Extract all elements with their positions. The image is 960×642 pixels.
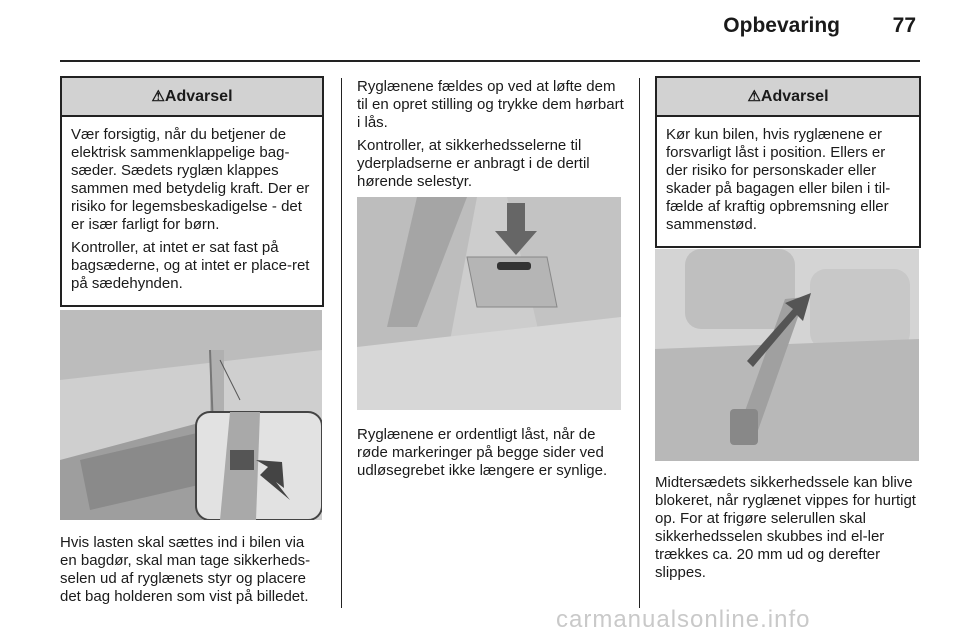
- paragraph-check-belts: Kontroller, at sikkerhedsselerne til yderpladserne er anbragt i de dertil hørende selestyr.: [357, 137, 590, 190]
- caption-3: Midtersædets sikkerhedssele kan blive blokeret, når ryglænet vippes for hurtigt op. For at frigøre selerullen skal sikkerhedsselen skubbes ind el-ler trækkes ca. 20 mm ud og derefter slippes.: [655, 474, 916, 581]
- header-rule: [60, 60, 920, 62]
- warning-box-2: [655, 76, 921, 248]
- warning-header-2: [657, 78, 919, 117]
- caption-2: Ryglænene er ordentligt låst, når de røde markeringer på begge sider ved udløsegrebet ikke længere er synlige.: [357, 426, 608, 479]
- warning-text-2: Kør kun bilen, hvis ryglænene er forsvarligt låst i position. Ellers er der risiko for personskader eller skader på bagagen eller bilen i til-fælde af kraftig opbremsning eller sammenstød.: [666, 126, 891, 233]
- warning-text-1b: Kontroller, at intet er sat fast på bagsæderne, og at intet er place-ret på sædehynden.: [71, 239, 310, 292]
- warning-heading-1: Advarsel: [164, 88, 233, 105]
- figure-seatbelt-guide: [60, 310, 322, 520]
- warning-box-1: [60, 76, 324, 307]
- column-divider-1: [341, 78, 342, 608]
- figure-release-lever: [357, 197, 621, 410]
- warning-triangle-icon: ⚠: [151, 88, 165, 105]
- paragraph-fold-up: Ryglænene fældes op ved at løfte dem til en opret stilling og trykke dem hørbart i lås.: [357, 78, 624, 131]
- column-divider-2: [639, 78, 640, 608]
- figure-center-belt: [655, 249, 919, 461]
- page-number: 77: [892, 14, 916, 37]
- page-title: Opbevaring: [723, 14, 840, 37]
- column-2-text: [357, 78, 625, 196]
- warning-heading-2: Advarsel: [760, 88, 829, 105]
- caption-1: Hvis lasten skal sættes ind i bilen via en bagdør, skal man tage sikkerheds-selen ud af ryglænets styr og placere det bag holderen som vist på billedet.: [60, 534, 311, 605]
- watermark: carmanualsonline.info: [556, 606, 811, 633]
- warning-triangle-icon: ⚠: [747, 88, 761, 105]
- warning-header-1: [62, 78, 322, 117]
- warning-text-1a: Vær forsigtig, når du betjener de elektrisk sammenklappelige bag-sæder. Sædets ryglæn klappes sammen med betydelig kraft. Der er risiko for legemsbeskadigelse - det er især farligt for børn.: [71, 126, 310, 233]
